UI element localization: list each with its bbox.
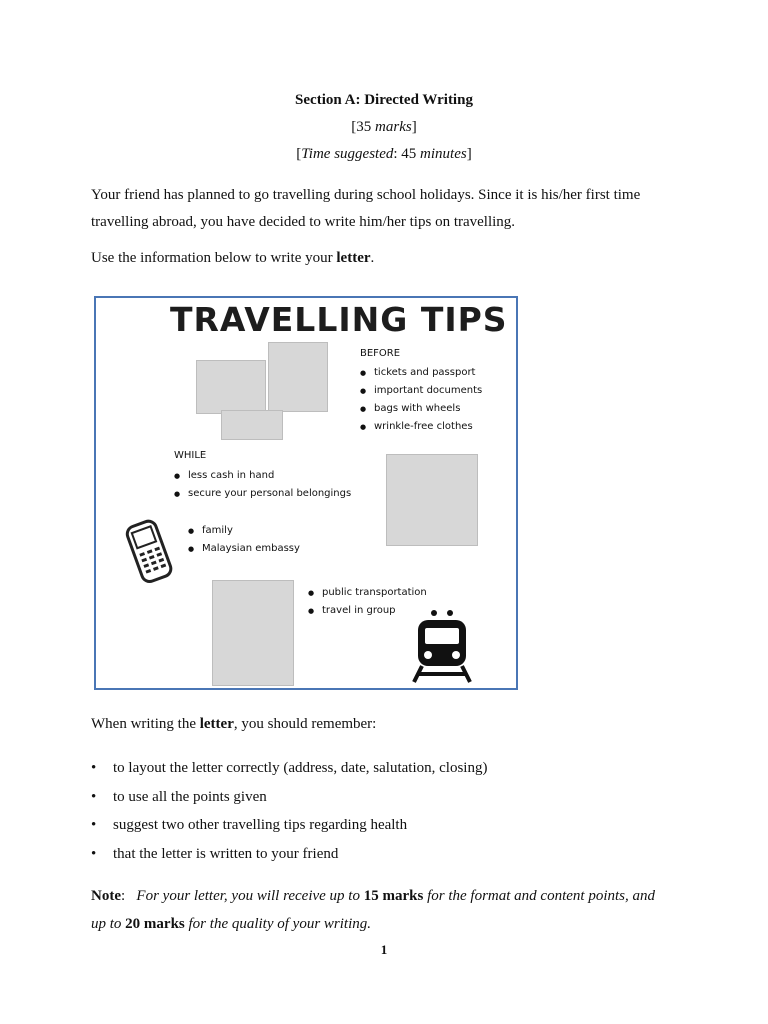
- transport-item: ● public transportation: [308, 584, 427, 602]
- note-line-2: [91, 910, 711, 938]
- note-text-1: For your letter, you will receive up to: [136, 888, 364, 904]
- intro-line-1: Your friend has planned to go travelling during school holidays. Since it is his/her first time: [91, 187, 641, 203]
- remember-list: [91, 756, 487, 870]
- time-open: [: [296, 146, 302, 162]
- instruction-end: .: [370, 250, 375, 266]
- instruction-text: Use the information below to write your: [91, 250, 337, 266]
- remember-end: , you should remember:: [233, 716, 377, 732]
- marks-line: [0, 119, 768, 136]
- section-title: Section A: Directed Writing: [295, 92, 473, 108]
- note-text-3: up to: [91, 916, 126, 932]
- note-marks-20: 20 marks: [125, 916, 185, 932]
- time-unit: minutes: [420, 146, 467, 162]
- travellers-image: [386, 454, 478, 546]
- remember-item: • suggest two other travelling tips regarding health: [91, 813, 487, 842]
- train-icon: [412, 608, 472, 688]
- note-text-4: for the quality of your writing.: [184, 916, 372, 932]
- time-close: ]: [466, 146, 472, 162]
- time-colon: : 45: [393, 146, 421, 162]
- transport-list: [308, 584, 427, 620]
- time-suggested-line: [0, 146, 768, 163]
- remember-text: When writing the: [91, 716, 200, 732]
- remember-bold: letter: [199, 716, 234, 732]
- luggage-image: [268, 342, 328, 412]
- before-item: ● wrinkle-free clothes: [360, 418, 482, 436]
- marks-close: ]: [411, 119, 417, 135]
- transport-item: ● travel in group: [308, 602, 427, 620]
- page-number: 1: [380, 942, 388, 957]
- note-colon: :: [121, 888, 126, 904]
- remember-item: • that the letter is written to your friend: [91, 842, 487, 871]
- before-item: ● important documents: [360, 382, 482, 400]
- poster-title: TRAVELLING TIPS: [170, 300, 508, 339]
- travelling-tips-poster: [94, 296, 518, 690]
- note-label: Note: [91, 888, 121, 904]
- marks-open: [35: [351, 119, 376, 135]
- while-heading: WHILE: [174, 450, 207, 461]
- group-luggage-image: [212, 580, 294, 686]
- before-item: ● bags with wheels: [360, 400, 482, 418]
- while-list: [174, 467, 351, 503]
- documents-image: [196, 360, 266, 414]
- instruction-line: [91, 250, 374, 267]
- time-label: Time suggested: [301, 146, 394, 162]
- contact-item: ● Malaysian embassy: [188, 540, 300, 558]
- before-heading: BEFORE: [360, 348, 401, 359]
- id-card-image: [221, 410, 283, 440]
- remember-item: • to layout the letter correctly (address, date, salutation, closing): [91, 756, 487, 785]
- while-item: ● less cash in hand: [174, 467, 351, 485]
- contact-list: [188, 522, 300, 558]
- note-line-1: [91, 882, 711, 910]
- before-item: ● tickets and passport: [360, 364, 482, 382]
- while-item: ● secure your personal belongings: [174, 485, 351, 503]
- intro-paragraph: [91, 182, 691, 236]
- remember-intro: [91, 716, 376, 733]
- marks-word: marks: [375, 119, 412, 135]
- remember-item: • to use all the points given: [91, 785, 487, 814]
- note-marks-15: 15 marks: [363, 888, 424, 904]
- intro-line-2: travelling abroad, you have decided to write him/her tips on travelling.: [91, 214, 516, 230]
- note-paragraph: [91, 882, 711, 938]
- note-text-2: for the format and content points, and: [423, 888, 655, 904]
- before-list: [360, 364, 482, 436]
- mobile-phone-icon: [118, 518, 182, 588]
- contact-item: ● family: [188, 522, 300, 540]
- instruction-bold: letter: [336, 250, 371, 266]
